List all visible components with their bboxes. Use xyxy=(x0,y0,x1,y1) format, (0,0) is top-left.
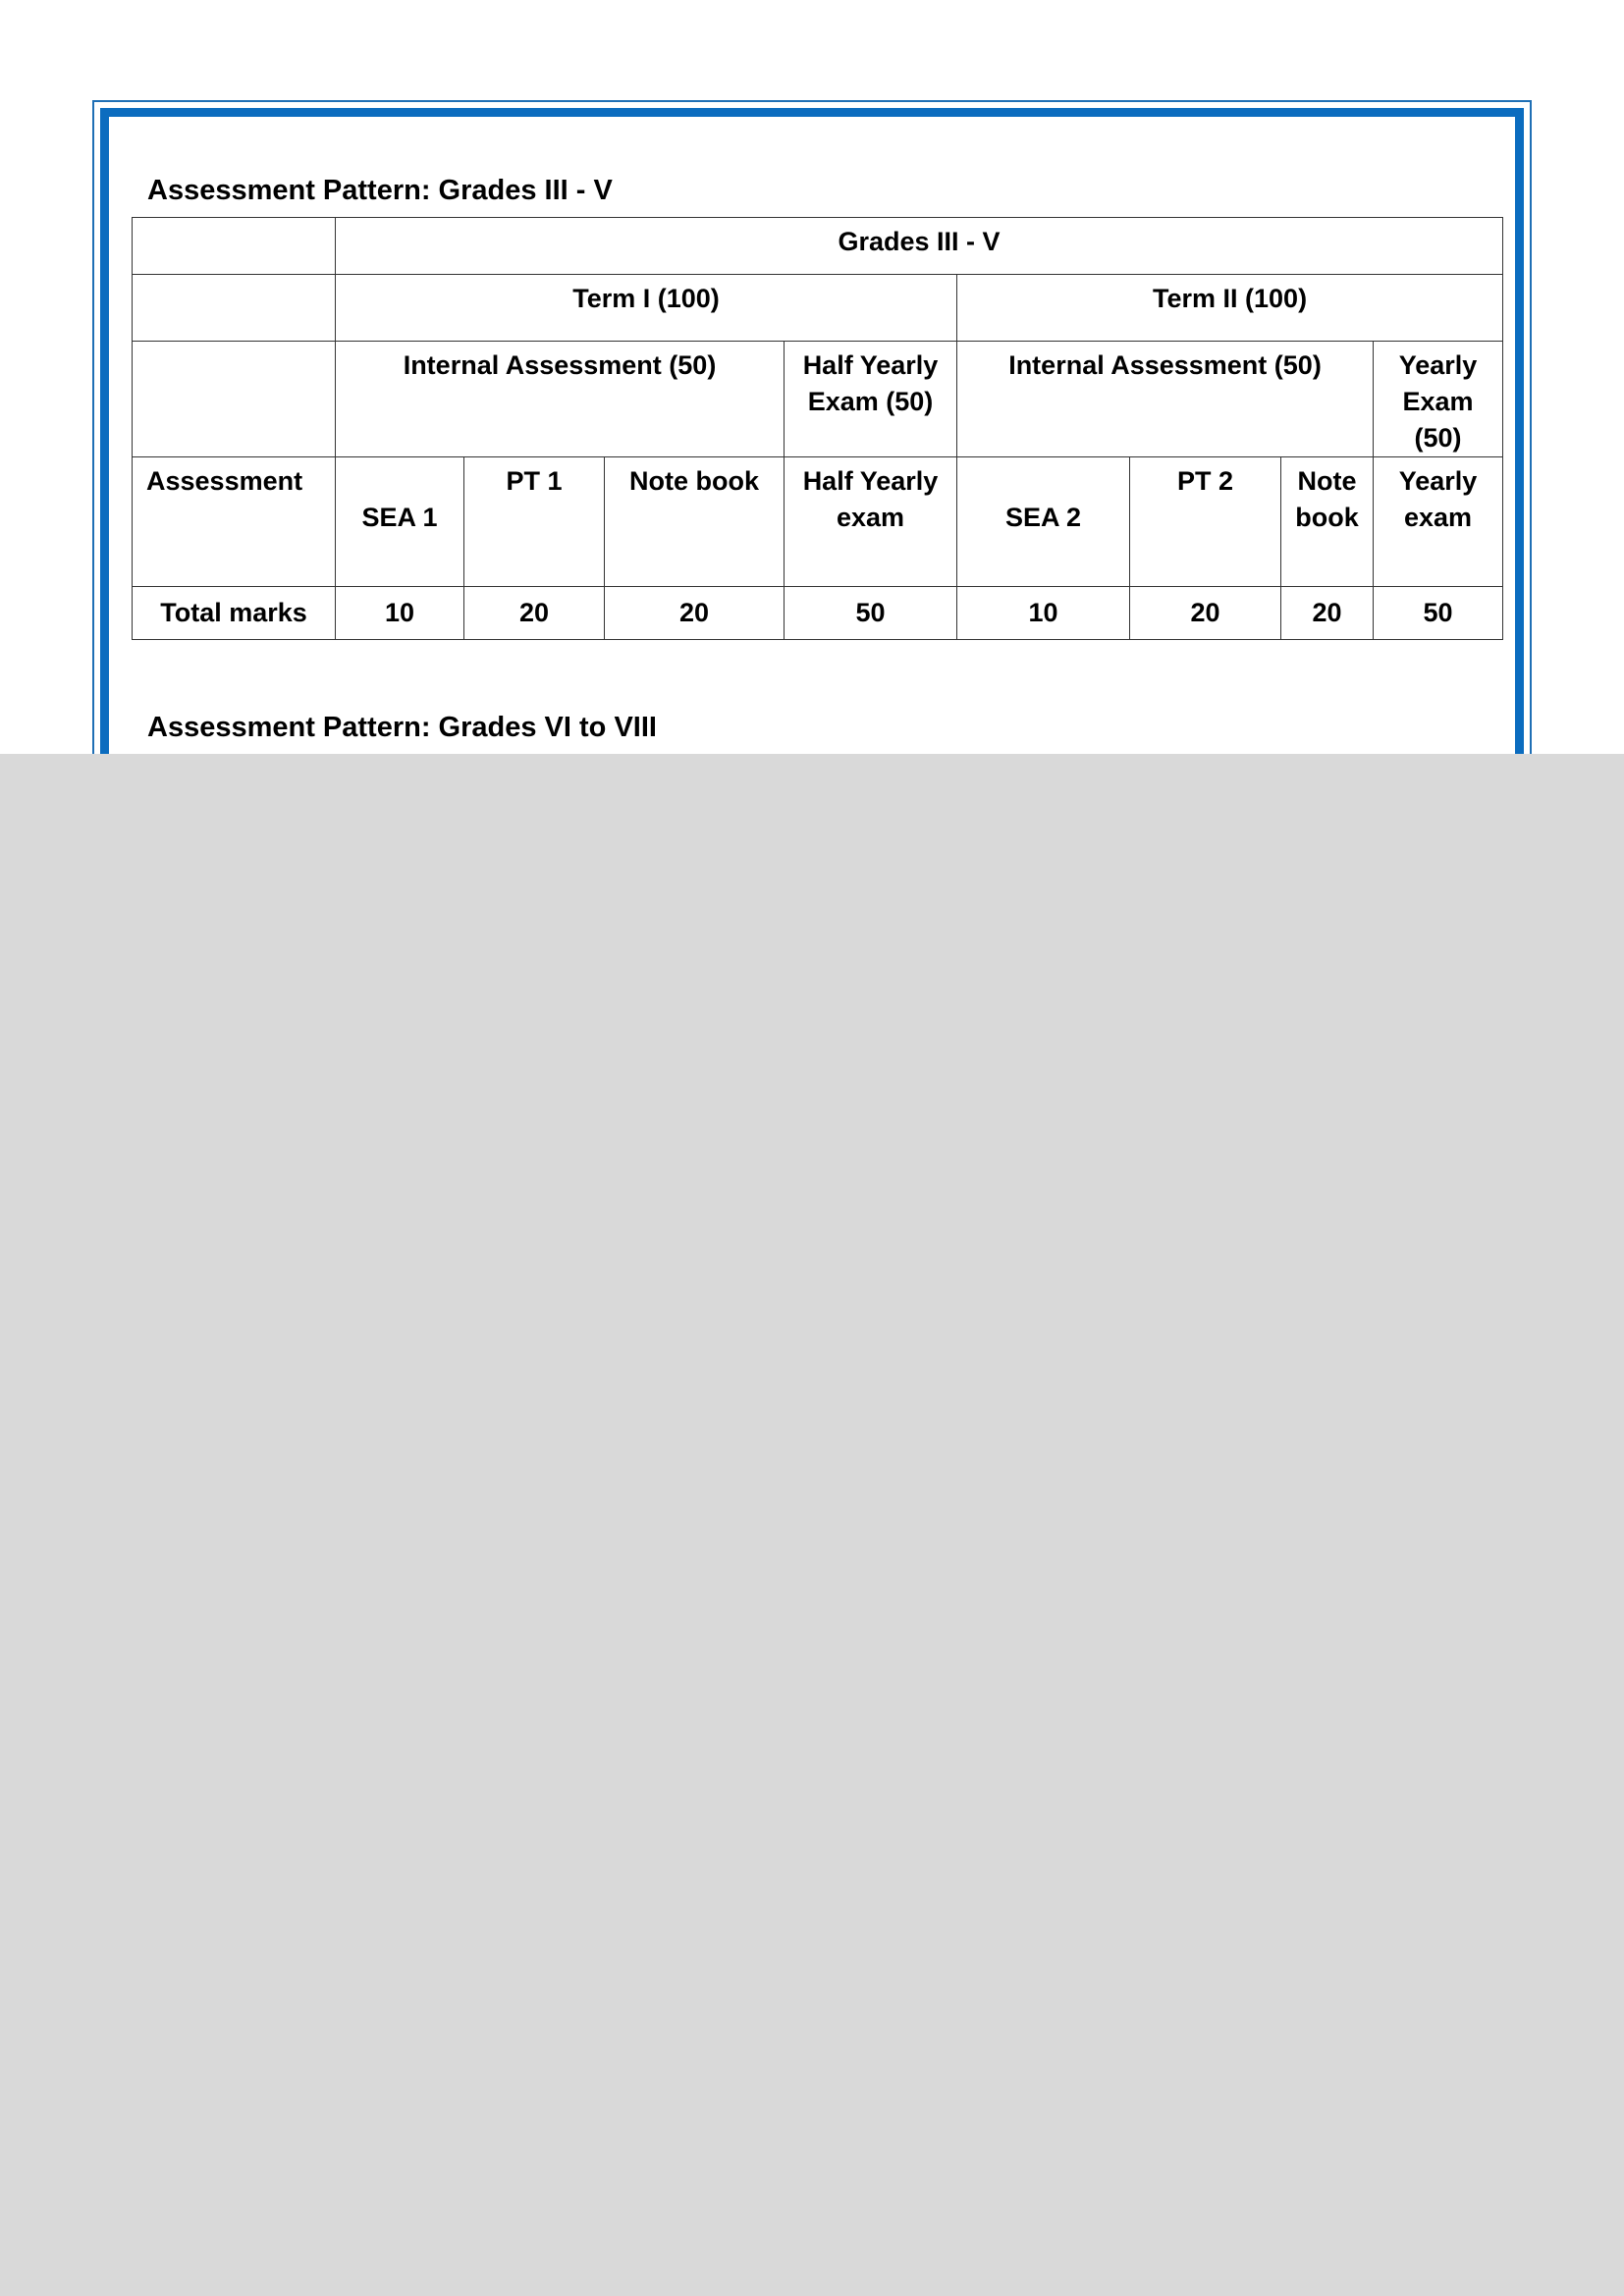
total-cell: 20 xyxy=(1281,587,1374,640)
total-cell: 20 xyxy=(464,587,605,640)
internal-assessment-1-header: Internal Assessment (50) xyxy=(336,342,785,457)
cell-sea2 xyxy=(957,457,1130,587)
blank-page-overlay xyxy=(0,754,1624,2296)
cell-half-yearly: Half Yearly exam xyxy=(785,457,957,587)
row-label-total-marks: Total marks xyxy=(133,587,336,640)
total-cell: 10 xyxy=(957,587,1130,640)
section-title-grades-vi-viii: Assessment Pattern: Grades VI to VIII xyxy=(147,712,657,743)
internal-assessment-2-header: Internal Assessment (50) xyxy=(957,342,1374,457)
empty-cell xyxy=(133,342,336,457)
cell-yearly: Yearly exam xyxy=(1374,457,1503,587)
cell-pt1: PT 1 xyxy=(464,457,605,587)
half-yearly-exam-header: Half Yearly Exam (50) xyxy=(785,342,957,457)
cell-notebook1: Note book xyxy=(605,457,785,587)
grades-header: Grades III - V xyxy=(336,218,1503,275)
row-label-assessment: Assessment xyxy=(133,457,336,587)
cell-pt2: PT 2 xyxy=(1130,457,1281,587)
sea1-label: SEA 1 xyxy=(361,503,438,532)
total-cell: 50 xyxy=(1374,587,1503,640)
term2-header: Term II (100) xyxy=(957,275,1503,342)
total-cell: 20 xyxy=(1130,587,1281,640)
cell-sea1 xyxy=(336,457,464,587)
section-title-grades-iii-v: Assessment Pattern: Grades III - V xyxy=(147,175,613,206)
total-cell: 50 xyxy=(785,587,957,640)
table-row xyxy=(133,218,1503,275)
sea2-label: SEA 2 xyxy=(1004,503,1082,532)
empty-cell xyxy=(133,275,336,342)
table-row xyxy=(133,587,1503,640)
cell-notebook2: Note book xyxy=(1281,457,1374,587)
total-cell: 20 xyxy=(605,587,785,640)
total-cell: 10 xyxy=(336,587,464,640)
table-row xyxy=(133,457,1503,587)
table-row xyxy=(133,342,1503,457)
yearly-exam-header: Yearly Exam (50) xyxy=(1374,342,1503,457)
term1-header: Term I (100) xyxy=(336,275,957,342)
empty-cell xyxy=(133,218,336,275)
table-row xyxy=(133,275,1503,342)
assessment-table-grades-iii-v xyxy=(132,217,1503,640)
